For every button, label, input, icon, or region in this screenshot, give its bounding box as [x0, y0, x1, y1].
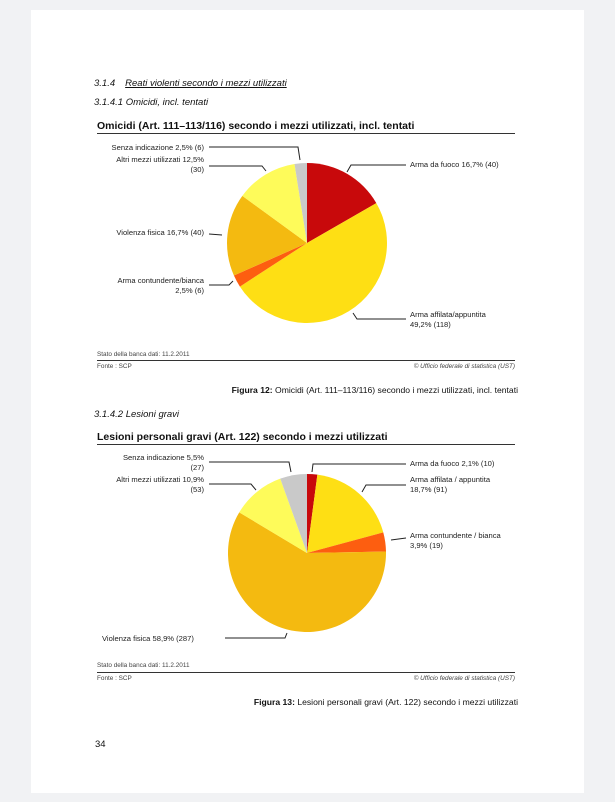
- copyright: © Ufficio federale di statistica (UST): [413, 363, 515, 370]
- source: Fonte : SCP: [97, 675, 132, 682]
- section-number: 3.1.4: [94, 78, 116, 89]
- leader-line: [209, 484, 256, 490]
- leader-line: [362, 485, 406, 492]
- leader-line: [312, 464, 406, 472]
- leader-line: [391, 538, 406, 540]
- label-arma-affilata: Arma affilata / appuntita 18,7% (91): [410, 475, 491, 494]
- source: Fonte : SCP: [97, 363, 132, 370]
- label-arma-da-fuoco: Arma da fuoco 16,7% (40): [410, 160, 499, 169]
- chart-title: Omicidi (Art. 111–113/116) secondo i mezzi utilizzati, incl. tentati: [97, 120, 415, 132]
- label-senza-indicazione: Senza indicazione 5,5% (27): [122, 453, 204, 472]
- leader-line: [225, 633, 287, 638]
- subsection-title: Lesioni gravi: [125, 409, 180, 420]
- subsection-number: 3.1.4.2: [94, 409, 124, 420]
- label-violenza-fisica: Violenza fisica 58,9% (287): [102, 634, 194, 643]
- label-violenza-fisica: Violenza fisica 16,7% (40): [116, 228, 204, 237]
- label-arma-da-fuoco: Arma da fuoco 2,1% (10): [410, 459, 495, 468]
- label-arma-contundente: Arma contundente / bianca 3,9% (19): [410, 531, 501, 550]
- label-arma-affilata: Arma affilata/appuntita 49,2% (118): [410, 310, 486, 329]
- db-status: Stato della banca dati: 11.2.2011: [97, 351, 190, 358]
- chart-title: Lesioni personali gravi (Art. 122) secondo i mezzi utilizzati: [97, 431, 388, 443]
- copyright: © Ufficio federale di statistica (UST): [413, 675, 515, 682]
- subsection-number: 3.1.4.1: [94, 97, 124, 108]
- section-title: Reati violenti secondo i mezzi utilizzati: [125, 78, 287, 89]
- label-altri-mezzi: Altri mezzi utilizzati 10,9% (53): [116, 475, 204, 494]
- figure-caption-13: Figura 13: Lesioni personali gravi (Art. 122) secondo i mezzi utilizzati: [253, 697, 518, 707]
- label-arma-contundente: Arma contundente/bianca 2,5% (6): [117, 276, 204, 295]
- label-senza-indicazione: Senza indicazione 2,5% (6): [111, 143, 204, 152]
- label-altri-mezzi: Altri mezzi utilizzati 12,5% (30): [116, 155, 204, 174]
- page-number: 34: [95, 739, 106, 750]
- leader-line: [209, 462, 291, 472]
- subsection-title: Omicidi, incl. tentati: [125, 97, 209, 108]
- figure-caption-12: Figura 12: Omicidi (Art. 111–113/116) secondo i mezzi utilizzati, incl. tentati: [231, 385, 518, 395]
- db-status: Stato della banca dati: 11.2.2011: [97, 662, 190, 669]
- footer-rule: [97, 672, 515, 673]
